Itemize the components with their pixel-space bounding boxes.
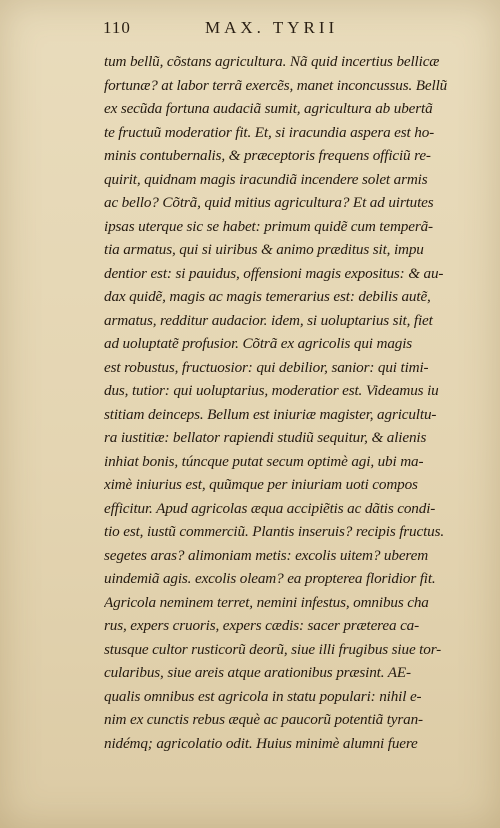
text-line: stitiam deinceps. Bellum est iniuriæ magister, agricultu-: [104, 405, 437, 423]
text-line: ximè iniurius est, quũmque per iniuriam uoti compos: [104, 476, 418, 493]
text-line: uindemiã agis. excolis oleam? ea propterea floridior fit.: [104, 570, 436, 587]
text-line: nim ex cunctis rebus æquè ac paucorũ potentiã tyran-: [104, 711, 423, 728]
text-line: est robustus, fructuosior: qui debilior, sanior: qui timi-: [104, 358, 429, 376]
text-line: dentior est: si pauidus, offensioni magis expositus: & au-: [104, 264, 444, 282]
text-line: tum bellũ, cõstans agricultura. Nã quid incertius bellicæ: [104, 53, 440, 70]
text-line: ac bello? Cõtrã, quid mitius agricultura? Et ad uirtutes: [104, 194, 434, 211]
text-line: fortunæ? at labor terrã exercẽs, manet inconcussus. Bellũ: [104, 76, 448, 94]
text-line: dax quidẽ, magis ac magis temerarius est: debilis autẽ,: [104, 288, 431, 305]
text-line: nidémq; agricolatio odit. Huius minimè alumni fuere: [104, 734, 418, 752]
text-line: ipsas uterque sic se habet: primum quidẽ cum temperã-: [104, 217, 433, 235]
text-line: inhiat bonis, túncque putat secum optimè agi, ubi ma-: [104, 452, 424, 470]
text-line: efficitur. Apud agricolas æqua accipiẽtis ac dãtis condi-: [104, 499, 436, 517]
text-line: minis contubernalis, & præceptoris frequens officiũ re-: [104, 147, 431, 164]
text-line: quirit, quidnam magis iracundiã incendere solet armis: [104, 170, 428, 188]
text-line: tio est, iustũ commerciũ. Plantis inseruis? recipis fructus.: [104, 523, 445, 540]
text-line: dus, tutior: qui uoluptarius, moderatior est. Videamus iu: [104, 382, 439, 399]
text-line: Agricola neminem terret, nemini infestus, omnibus cha: [104, 593, 429, 611]
text-line: stusque cultor rusticorũ deorũ, siue illi frugibus siue tor-: [104, 640, 442, 658]
text-line: ra iustitiæ: bellator rapiendi studiũ sequitur, & alienis: [104, 429, 427, 446]
text-line: ex secũda fortuna audaciã sumit, agricultura ab ubertã: [104, 100, 433, 117]
text-line: armatus, redditur audacior. idem, si uoluptarius sit, fiet: [104, 311, 433, 329]
text-line: te fructuũ moderatior fit. Et, si iracundia aspera est ho-: [104, 123, 435, 141]
text-line: ad uoluptatẽ profusior. Cõtrã ex agricolis qui magis: [104, 335, 413, 352]
text-line: qualis omnibus est agricola in statu populari: nihil e-: [104, 687, 422, 705]
text-line: segetes aras? alimoniam metis: excolis uitem? uberem: [104, 546, 429, 564]
page-number: 110: [103, 18, 131, 37]
text-line: cularibus, siue areis atque arationibus præsint. AE-: [104, 664, 411, 681]
text-line: tia armatus, qui si uiribus & animo præditus sit, impu: [104, 241, 424, 258]
running-title: MAX. TYRII: [205, 18, 339, 37]
body-text: [104, 50, 466, 755]
text-line: rus, expers cruoris, expers cædis: sacer præterea ca-: [104, 617, 420, 634]
